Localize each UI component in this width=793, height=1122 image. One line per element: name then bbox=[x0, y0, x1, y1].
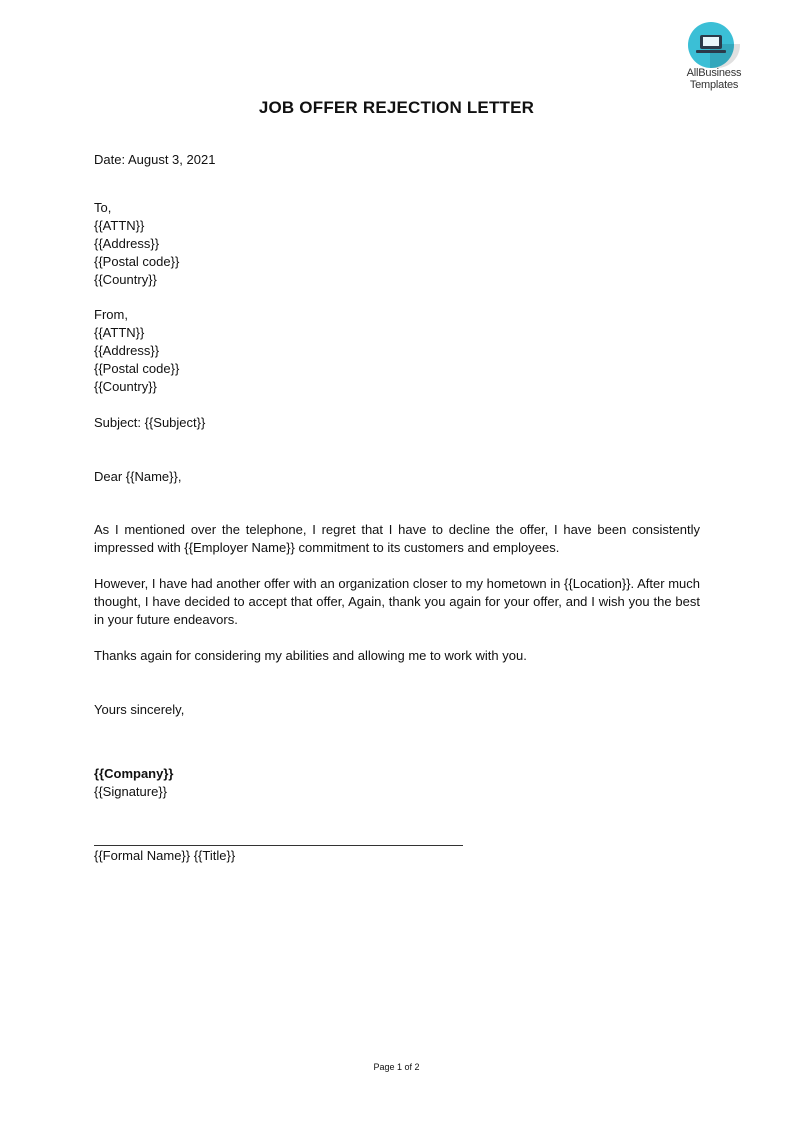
body-paragraph-3: Thanks again for considering my abilities and allowing me to work with you. bbox=[94, 648, 527, 663]
to-label: To, bbox=[94, 200, 112, 215]
body-paragraph-2: However, I have had another offer with an organization closer to my hometown in {{Location}}. After much thought, I have decided to accept that offer, Again, thank you again for your offer, and I wish you the best in your future endeavors. bbox=[94, 576, 700, 627]
letter-date: Date: August 3, 2021 bbox=[94, 152, 216, 167]
subject-line: Subject: {{Subject}} bbox=[94, 415, 206, 430]
from-attn: {{ATTN}} bbox=[94, 325, 145, 340]
body-paragraph-1: As I mentioned over the telephone, I regret that I have to decline the offer, I have been consistently impressed with {{Employer Name}} commitment to its customers and employees. bbox=[94, 522, 700, 555]
salutation: Dear {{Name}}, bbox=[94, 469, 182, 484]
logo-line-1: AllBusiness bbox=[686, 67, 742, 79]
laptop-icon bbox=[700, 35, 722, 49]
signature-placeholder: {{Signature}} bbox=[94, 784, 168, 799]
to-attn: {{ATTN}} bbox=[94, 218, 145, 233]
closing: Yours sincerely, bbox=[94, 702, 185, 717]
document-title: JOB OFFER REJECTION LETTER bbox=[258, 98, 535, 117]
allbusiness-templates-logo bbox=[676, 20, 752, 94]
from-country: {{Country}} bbox=[94, 379, 157, 394]
to-postal-code: {{Postal code}} bbox=[94, 254, 180, 269]
formal-name-title: {{Formal Name}} {{Title}} bbox=[94, 848, 236, 863]
company-name: {{Company}} bbox=[94, 766, 174, 781]
to-address: {{Address}} bbox=[94, 236, 160, 251]
logo-line-2: Templates bbox=[689, 79, 739, 91]
signature-line bbox=[94, 845, 463, 846]
laptop-base bbox=[696, 50, 726, 53]
sender-block bbox=[94, 306, 179, 396]
page-number: Page 1 of 2 bbox=[373, 1062, 420, 1072]
from-address: {{Address}} bbox=[94, 343, 160, 358]
to-country: {{Country}} bbox=[94, 272, 157, 287]
recipient-block bbox=[94, 199, 179, 289]
from-postal-code: {{Postal code}} bbox=[94, 361, 180, 376]
from-label: From, bbox=[94, 307, 128, 322]
logo-text bbox=[676, 67, 752, 91]
